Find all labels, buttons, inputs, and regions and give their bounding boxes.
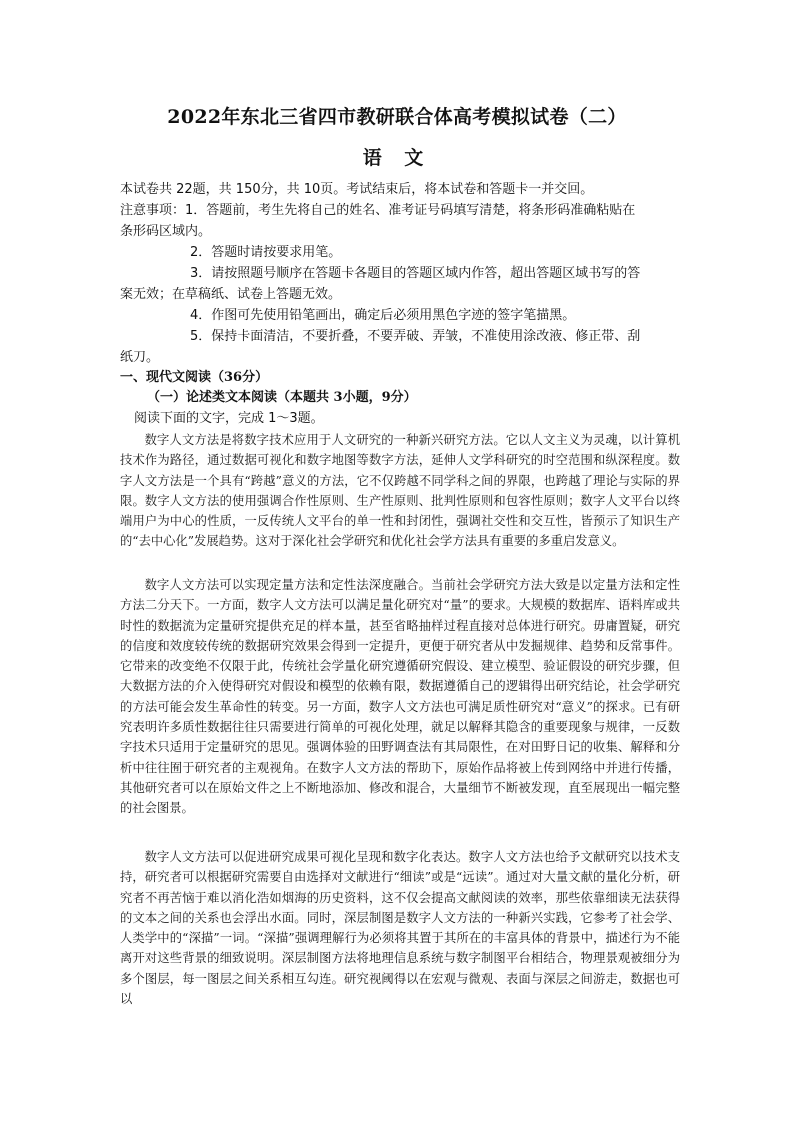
notes-item-3-cont: 案无效；在草稿纸、试卷上答题无效。 [120,287,342,302]
notes-item-1-cont: 条形码区域内。 [120,224,212,239]
notes-item-2: 2．答题时请按要求用笔。 [190,245,342,260]
notes-item-1: 注意事项：1．答题前，考生先将自己的姓名、准考证号码填写清楚，将条形码准确粘贴在 [120,203,636,218]
subject-title: 语 文 [362,147,432,169]
passage-paragraph-1: 数字人文方法是将数字技术应用于人文研究的一种新兴研究方法。它以人文主义为灵魂，以计算机技术作为路径，通过数据可视化和数字地图等数字方法，延伸人文学科研究的时空范围和纵深程度。数字人文方法是一个具有“跨越”意义的方法，它不仅跨越不同学科之间的界限，也跨越了理论与实际的界限。数字人文方法的使用强调合作性原则、生产性原则、批判性原则和包容性原则；数字人文平台以终端用户为中心的性质，一反传统人文平台的单一性和封闭性，强调社交性和交互性，皆预示了知识生产的“去中心化”发展趋势。这对于深化社会学研究和优化社会学方法具有重要的多重启发意义。 [120,433,680,549]
reading-instruction: 阅读下面的文字，完成 1～3题。 [134,411,324,426]
section-heading: 一、现代文阅读（36分） [120,370,269,385]
passage-paragraph-3: 数字人文方法可以促进研究成果可视化呈现和数字化表达。数字人文方法也给予文献研究以技术支持，研究者可以根据研究需要自由选择对文献进行“细读”或是“远读”。通过对大量文献的量化分析，研究者不再苦恼于难以消化浩如烟海的历史资料，这不仅会提高文献阅读的效率，那些依靠细读无法获得的文本之间的关系也会浮出水面。同时，深层制图是数字人文方法的一种新兴实践，它参考了社会学、人类学中的“深描”一词。“深描”强调理解行为必须将其置于其所在的丰富具体的背景中，描述行为不能离开对这些背景的细致说明。深层制图方法将地理信息系统与数字制图平台相结合，物理景观被细分为多个图层，每一图层之间关系相互勾连。研究视阈得以在宏观与微观、表面与深层之间游走，数据也可以 [120,850,680,1007]
notes-item-5: 5．保持卡面清洁，不要折叠，不要弄破、弄皱，不准使用涂改液、修正带、刮 [190,329,641,344]
exam-title: 2022年东北三省四市教研联合体高考模拟试卷（二） [167,106,627,128]
notes-item-4: 4．作图可先使用铅笔画出，确定后必须用黑色字迹的签字笔描黑。 [190,308,576,323]
subsection-heading: （一）论述类文本阅读（本题共 3小题，9分） [147,390,417,405]
notes-item-5-cont: 纸刀。 [120,350,160,365]
exam-info-line: 本试卷共 22题，共 150分，共 10页。考试结束后，将本试卷和答题卡一并交回。 [120,182,594,197]
passage-paragraph-2: 数字人文方法可以实现定量方法和定性法深度融合。当前社会学研究方法大致是以定量方法和定性方法二分天下。一方面，数字人文方法可以满足量化研究对“量”的要求。大规模的数据库、语料库或共时性的数据流为定量研究提供充足的样本量，甚至省略抽样过程直接对总体进行研究。毋庸置疑，研究的信度和效度较传统的数据研究效果会得到一定提升，更便于研究者从中发掘规律、趋势和反常事件。它带来的改变绝不仅限于此，传统社会学量化研究遵循研究假设、建立模型、验证假设的研究步骤，但大数据方法的介入使得研究对假设和模型的依赖有限，数据遵循自己的逻辑得出研究结论，社会学研究的方法可能会发生革命性的转变。另一方面，数字人文方法也可满足质性研究对“意义”的探求。已有研究表明许多质性数据往往只需要进行简单的可视化处理，就足以解释其隐含的重要现象与规律，一反数字技术只适用于定量研究的思见。强调体验的田野调查法有其局限性，在对田野日记的收集、解释和分析中往往囿于研究者的主观视角。在数字人文方法的帮助下，原始作品将被上传到网络中并进行传播，其他研究者可以在原始文件之上不断地添加、修改和混合，大量细节不断被发现，直至展现出一幅完整的社会图景。 [120,578,680,816]
notes-item-3: 3．请按照题号顺序在答题卡各题目的答题区域内作答，超出答题区域书写的答 [190,266,641,281]
